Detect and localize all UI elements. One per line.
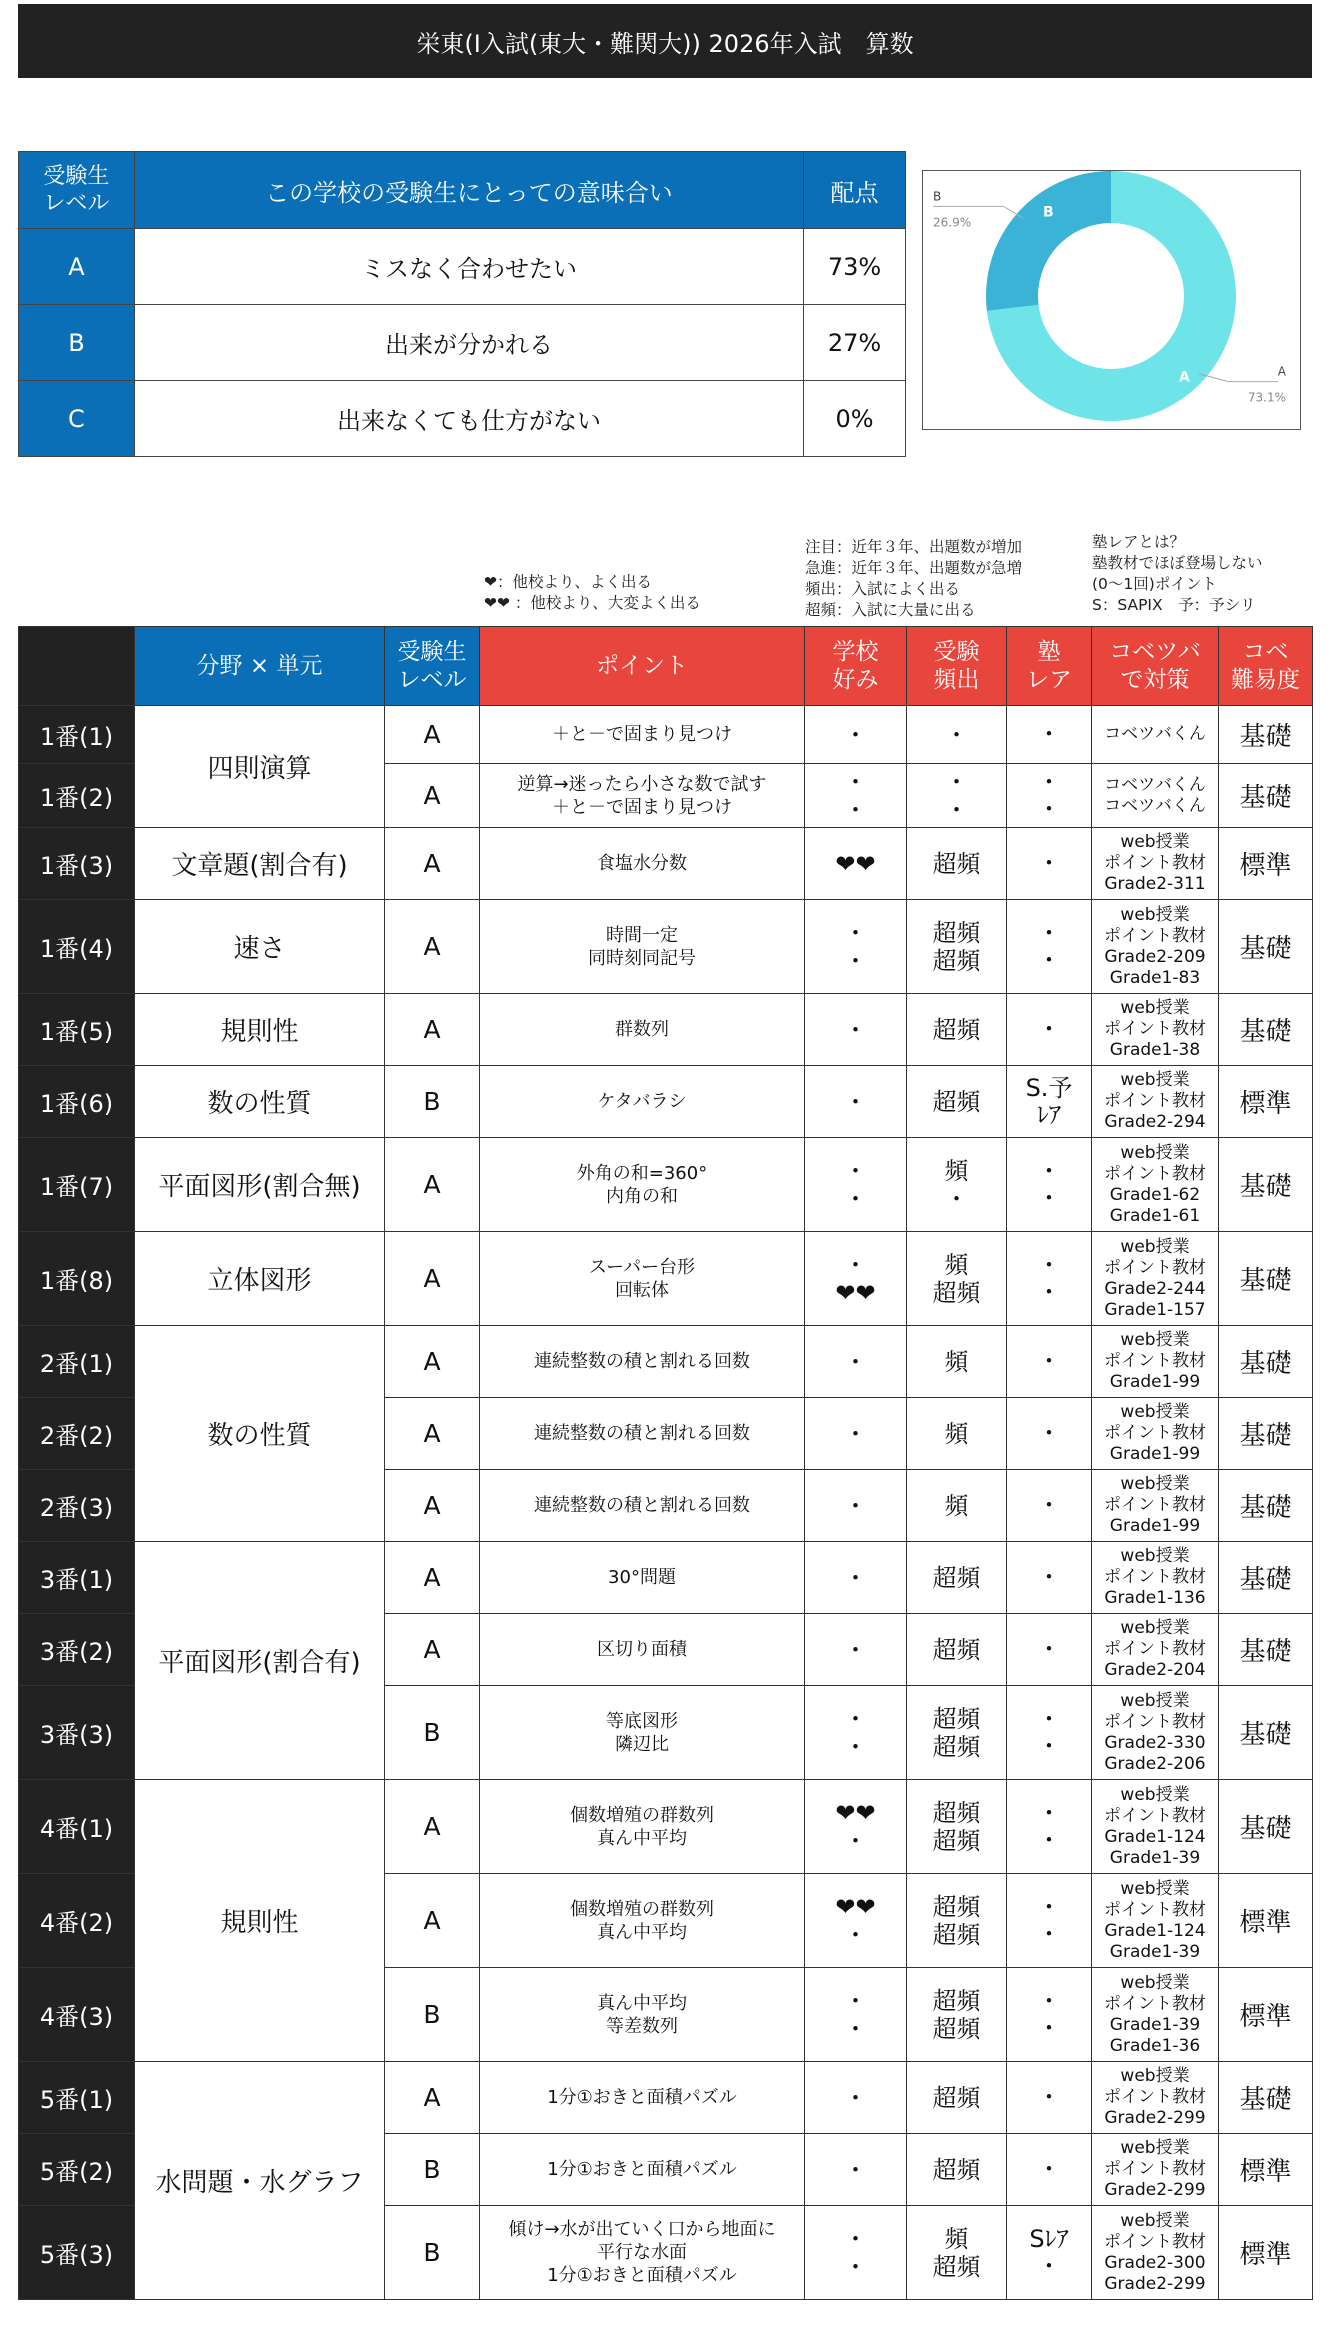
frequency-cell: 頻 <box>907 1326 1007 1398</box>
level-cell: A <box>385 1542 480 1614</box>
meaning-header: この学校の受験生にとっての意味合い <box>134 152 803 229</box>
point-cell: 真ん中平均 等差数列 <box>480 1968 805 2062</box>
point-cell: 30°問題 <box>480 1542 805 1614</box>
difficulty-cell: 基礎 <box>1219 1470 1313 1542</box>
difficulty-cell: 基礎 <box>1219 1780 1313 1874</box>
level-table-header <box>19 152 906 229</box>
point-cell: 連続整数の積と割れる回数 <box>480 1470 805 1542</box>
problem-number-cell: 5番(3) <box>19 2206 135 2300</box>
page-title: 栄東(Ⅰ入試(東大・難関大)) 2026年入試 算数 <box>18 4 1312 78</box>
level-cell: A <box>385 1470 480 1542</box>
rare-cell: ・ ・ <box>1007 900 1092 994</box>
table-row <box>19 1542 1313 1614</box>
score-cell: 27% <box>804 305 906 381</box>
school-like-cell: ❤❤ ・ <box>805 1780 907 1874</box>
table-row <box>19 706 1313 764</box>
meaning-cell: 出来が分かれる <box>134 305 803 381</box>
rare-cell: ・ <box>1007 828 1092 900</box>
frequency-cell: 超頻 超頻 <box>907 900 1007 994</box>
level-cell: C <box>19 381 135 457</box>
school-like-cell: ・ <box>805 2134 907 2206</box>
donut-chart-svg <box>923 171 1300 429</box>
point-cell: 食塩水分数 <box>480 828 805 900</box>
level-cell: A <box>385 1398 480 1470</box>
level-row <box>19 381 906 457</box>
level-cell: B <box>385 2206 480 2300</box>
problem-number-cell: 1番(1) <box>19 706 135 764</box>
rare-cell: ・ ・ <box>1007 1874 1092 1968</box>
school-like-cell: ・ <box>805 1066 907 1138</box>
kobetsuba-cell: web授業 ポイント教材 Grade2-330 Grade2-206 <box>1092 1686 1219 1780</box>
rare-cell: ・ ・ <box>1007 764 1092 828</box>
point-cell: 連続整数の積と割れる回数 <box>480 1326 805 1398</box>
kobetsuba-cell: web授業 ポイント教材 Grade1-62 Grade1-61 <box>1092 1138 1219 1232</box>
level-row <box>19 305 906 381</box>
table-row <box>19 1326 1313 1398</box>
difficulty-cell: 基礎 <box>1219 1686 1313 1780</box>
difficulty-cell: 基礎 <box>1219 1138 1313 1232</box>
school-like-cell: ・ ❤❤ <box>805 1232 907 1326</box>
rare-cell: ・ <box>1007 1326 1092 1398</box>
rare-cell: ・ <box>1007 1542 1092 1614</box>
point-cell: 傾け→水が出ていく口から地面に 平行な水面 1分①おきと面積パズル <box>480 2206 805 2300</box>
problem-number-cell: 1番(8) <box>19 1232 135 1326</box>
difficulty-cell: 基礎 <box>1219 1614 1313 1686</box>
problem-number-cell: 1番(5) <box>19 994 135 1066</box>
point-cell: 群数列 <box>480 994 805 1066</box>
difficulty-cell: 標準 <box>1219 2134 1313 2206</box>
unit-cell: 規則性 <box>135 994 385 1066</box>
level-cell: B <box>385 1968 480 2062</box>
school-like-cell: ・ ・ <box>805 764 907 828</box>
kobetsuba-cell: web授業 ポイント教材 Grade1-99 <box>1092 1470 1219 1542</box>
level-cell: A <box>385 1874 480 1968</box>
school-like-cell: ・ ・ <box>805 2206 907 2300</box>
point-header: ポイント <box>480 627 805 706</box>
school-like-cell: ・ <box>805 1614 907 1686</box>
level-cell: B <box>385 1066 480 1138</box>
point-cell: 連続整数の積と割れる回数 <box>480 1398 805 1470</box>
school-like-cell: ❤❤ <box>805 828 907 900</box>
rare-cell: ・ <box>1007 1614 1092 1686</box>
school-like-cell: ・ <box>805 1470 907 1542</box>
level-cell: B <box>385 2134 480 2206</box>
heart-legend: ❤：他校より、よく出る ❤❤ ：他校より、大変よく出る <box>484 573 701 612</box>
difficulty-cell: 標準 <box>1219 1968 1313 2062</box>
rare-cell: S.予 ﾚｱ <box>1007 1066 1092 1138</box>
table-row <box>19 1232 1313 1326</box>
donut-inner-label: A <box>1179 369 1190 386</box>
rare-legend: 塾レアとは？ 塾教材でほぼ登場しない (0～1回)ポイント S：SAPIX 予：予シリ <box>1092 533 1263 614</box>
unit-cell: 平面図形(割合有) <box>135 1542 385 1780</box>
point-cell: 1分①おきと面積パズル <box>480 2134 805 2206</box>
unit-cell: 数の性質 <box>135 1066 385 1138</box>
kobetsuba-cell: web授業 ポイント教材 Grade1-99 <box>1092 1398 1219 1470</box>
frequency-cell: 超頻 <box>907 2134 1007 2206</box>
frequency-cell: 超頻 <box>907 994 1007 1066</box>
table-header <box>19 627 1313 706</box>
rare-cell: ・ <box>1007 2134 1092 2206</box>
kobetsuba-cell: web授業 ポイント教材 Grade2-299 <box>1092 2134 1219 2206</box>
donut-percent-label: 73.1% <box>1247 390 1286 405</box>
table-row <box>19 1138 1313 1232</box>
problem-number-cell: 2番(3) <box>19 1470 135 1542</box>
problem-number-cell: 1番(3) <box>19 828 135 900</box>
donut-chart <box>922 170 1301 430</box>
difficulty-cell: 基礎 <box>1219 1326 1313 1398</box>
frequency-cell: 超頻 <box>907 828 1007 900</box>
difficulty-cell: 標準 <box>1219 1066 1313 1138</box>
rare-cell: ・ ・ <box>1007 1232 1092 1326</box>
frequency-cell: 頻 ・ <box>907 1138 1007 1232</box>
kobetsuba-cell: web授業 ポイント教材 Grade2-299 <box>1092 2062 1219 2134</box>
difficulty-cell: 標準 <box>1219 828 1313 900</box>
kobetsuba-cell: web授業 ポイント教材 Grade2-204 <box>1092 1614 1219 1686</box>
rare-cell: ・ <box>1007 2062 1092 2134</box>
frequency-cell: 超頻 超頻 <box>907 1780 1007 1874</box>
rare-cell: ・ <box>1007 1398 1092 1470</box>
table-row <box>19 1066 1313 1138</box>
kobetsuba-cell: web授業 ポイント教材 Grade2-311 <box>1092 828 1219 900</box>
difficulty-cell: 基礎 <box>1219 900 1313 994</box>
difficulty-cell: 標準 <box>1219 2206 1313 2300</box>
difficulty-cell: 標準 <box>1219 1874 1313 1968</box>
school-like-cell: ・ ・ <box>805 1968 907 2062</box>
point-cell: ケタバラシ <box>480 1066 805 1138</box>
unit-header: 分野 × 単元 <box>135 627 385 706</box>
frequency-cell: 頻 <box>907 1398 1007 1470</box>
donut-outer-label: A <box>1277 364 1286 379</box>
point-cell: ＋と－で固まり見つけ <box>480 706 805 764</box>
difficulty-cell: 基礎 <box>1219 1232 1313 1326</box>
unit-cell: 速さ <box>135 900 385 994</box>
point-cell: 等底図形 隣辺比 <box>480 1686 805 1780</box>
unit-cell: 平面図形(割合無) <box>135 1138 385 1232</box>
point-cell: 区切り面積 <box>480 1614 805 1686</box>
problem-number-cell: 3番(1) <box>19 1542 135 1614</box>
score-cell: 73% <box>804 229 906 305</box>
kobetsuba-cell: web授業 ポイント教材 Grade2-209 Grade1-83 <box>1092 900 1219 994</box>
frequency-cell: 超頻 <box>907 2062 1007 2134</box>
unit-cell: 四則演算 <box>135 706 385 828</box>
problem-number-cell: 3番(2) <box>19 1614 135 1686</box>
problem-number-cell: 5番(1) <box>19 2062 135 2134</box>
problem-number-cell: 1番(2) <box>19 764 135 828</box>
point-cell: 1分①おきと面積パズル <box>480 2062 805 2134</box>
unit-cell: 文章題(割合有) <box>135 828 385 900</box>
level-cell: A <box>385 2062 480 2134</box>
kobetsuba-cell: web授業 ポイント教材 Grade2-244 Grade1-157 <box>1092 1232 1219 1326</box>
level-cell: A <box>385 1326 480 1398</box>
level-cell: A <box>385 764 480 828</box>
level-row <box>19 229 906 305</box>
trend-legend: 注目：近年３年、出題数が増加 急進：近年３年、出題数が急増 頻出：入試によく出る 超頻：入試に大量に出る <box>805 538 1023 619</box>
frequency-cell: 超頻 超頻 <box>907 1874 1007 1968</box>
frequency-cell: 頻 <box>907 1470 1007 1542</box>
kobetsuba-cell: web授業 ポイント教材 Grade1-124 Grade1-39 <box>1092 1780 1219 1874</box>
rare-cell: ・ ・ <box>1007 1686 1092 1780</box>
rare-header: 塾 レア <box>1007 627 1092 706</box>
problem-number-cell: 4番(1) <box>19 1780 135 1874</box>
frequency-cell: 頻 超頻 <box>907 2206 1007 2300</box>
school-like-cell: ・ <box>805 706 907 764</box>
number-header <box>19 627 135 706</box>
unit-cell: 立体図形 <box>135 1232 385 1326</box>
table-row <box>19 1780 1313 1874</box>
frequency-cell: 超頻 超頻 <box>907 1968 1007 2062</box>
problem-number-cell: 2番(1) <box>19 1326 135 1398</box>
problem-number-cell: 4番(2) <box>19 1874 135 1968</box>
meaning-cell: 出来なくても仕方がない <box>134 381 803 457</box>
rare-cell: ・ ・ <box>1007 1780 1092 1874</box>
school-like-header: 学校 好み <box>805 627 907 706</box>
kobetsuba-cell: コベツバくん コベツバくん <box>1092 764 1219 828</box>
kobetsuba-cell: web授業 ポイント教材 Grade1-136 <box>1092 1542 1219 1614</box>
kobetsuba-cell: web授業 ポイント教材 Grade2-300 Grade2-299 <box>1092 2206 1219 2300</box>
level-header: 受験生 レベル <box>385 627 480 706</box>
table-row <box>19 994 1313 1066</box>
point-cell: 外角の和=360° 内角の和 <box>480 1138 805 1232</box>
donut-leader-line <box>1199 374 1278 382</box>
donut-slice-b <box>986 171 1111 311</box>
level-cell: A <box>385 828 480 900</box>
school-like-cell: ❤❤ ・ <box>805 1874 907 1968</box>
problem-number-cell: 5番(2) <box>19 2134 135 2206</box>
point-cell: 個数増殖の群数列 真ん中平均 <box>480 1780 805 1874</box>
score-header: 配点 <box>804 152 906 229</box>
frequency-cell: ・ ・ <box>907 764 1007 828</box>
rare-cell: ・ <box>1007 706 1092 764</box>
frequency-header: 受験 頻出 <box>907 627 1007 706</box>
frequency-cell: ・ <box>907 706 1007 764</box>
frequency-cell: 超頻 超頻 <box>907 1686 1007 1780</box>
level-cell: A <box>385 994 480 1066</box>
problem-number-cell: 4番(3) <box>19 1968 135 2062</box>
level-table <box>18 151 906 457</box>
donut-percent-label: 26.9% <box>933 215 972 230</box>
level-cell: A <box>385 1614 480 1686</box>
kobetsuba-cell: web授業 ポイント教材 Grade2-294 <box>1092 1066 1219 1138</box>
difficulty-cell: 基礎 <box>1219 764 1313 828</box>
kobetsuba-header: コベツバ で対策 <box>1092 627 1219 706</box>
level-cell: A <box>385 1232 480 1326</box>
rare-cell: ・ <box>1007 1470 1092 1542</box>
point-cell: 時間一定 同時刻同記号 <box>480 900 805 994</box>
frequency-cell: 超頻 <box>907 1066 1007 1138</box>
unit-cell: 水問題・水グラフ <box>135 2062 385 2300</box>
meaning-cell: ミスなく合わせたい <box>134 229 803 305</box>
difficulty-header: コベ 難易度 <box>1219 627 1313 706</box>
problem-number-cell: 2番(2) <box>19 1398 135 1470</box>
problem-number-cell: 1番(4) <box>19 900 135 994</box>
school-like-cell: ・ ・ <box>805 1686 907 1780</box>
school-like-cell: ・ <box>805 994 907 1066</box>
level-cell: A <box>19 229 135 305</box>
score-cell: 0% <box>804 381 906 457</box>
frequency-cell: 頻 超頻 <box>907 1232 1007 1326</box>
frequency-cell: 超頻 <box>907 1542 1007 1614</box>
difficulty-cell: 基礎 <box>1219 1398 1313 1470</box>
level-cell: B <box>385 1686 480 1780</box>
frequency-cell: 超頻 <box>907 1614 1007 1686</box>
problem-table <box>18 626 1313 2300</box>
kobetsuba-cell: コベツバくん <box>1092 706 1219 764</box>
table-row <box>19 900 1313 994</box>
point-cell: 個数増殖の群数列 真ん中平均 <box>480 1874 805 1968</box>
difficulty-cell: 基礎 <box>1219 994 1313 1066</box>
difficulty-cell: 基礎 <box>1219 706 1313 764</box>
problem-number-cell: 1番(7) <box>19 1138 135 1232</box>
rare-cell: ・ <box>1007 994 1092 1066</box>
level-cell: A <box>385 706 480 764</box>
rare-cell: ・ ・ <box>1007 1138 1092 1232</box>
school-like-cell: ・ <box>805 2062 907 2134</box>
point-cell: 逆算→迷ったら小さな数で試す ＋と－で固まり見つけ <box>480 764 805 828</box>
donut-inner-label: B <box>1042 204 1054 221</box>
level-cell: A <box>385 900 480 994</box>
level-cell: A <box>385 1780 480 1874</box>
rare-cell: ・ ・ <box>1007 1968 1092 2062</box>
kobetsuba-cell: web授業 ポイント教材 Grade1-99 <box>1092 1326 1219 1398</box>
school-like-cell: ・ <box>805 1542 907 1614</box>
difficulty-cell: 基礎 <box>1219 2062 1313 2134</box>
kobetsuba-cell: web授業 ポイント教材 Grade1-38 <box>1092 994 1219 1066</box>
kobetsuba-cell: web授業 ポイント教材 Grade1-39 Grade1-36 <box>1092 1968 1219 2062</box>
school-like-cell: ・ ・ <box>805 900 907 994</box>
level-cell: B <box>19 305 135 381</box>
unit-cell: 数の性質 <box>135 1326 385 1542</box>
difficulty-cell: 基礎 <box>1219 1542 1313 1614</box>
problem-number-cell: 1番(6) <box>19 1066 135 1138</box>
school-like-cell: ・ <box>805 1398 907 1470</box>
level-header: 受験生 レベル <box>19 152 135 229</box>
donut-outer-label: B <box>933 189 942 204</box>
table-row <box>19 2062 1313 2134</box>
kobetsuba-cell: web授業 ポイント教材 Grade1-124 Grade1-39 <box>1092 1874 1219 1968</box>
table-row <box>19 828 1313 900</box>
level-cell: A <box>385 1138 480 1232</box>
school-like-cell: ・ ・ <box>805 1138 907 1232</box>
rare-cell: Sﾚｱ ・ <box>1007 2206 1092 2300</box>
school-like-cell: ・ <box>805 1326 907 1398</box>
problem-number-cell: 3番(3) <box>19 1686 135 1780</box>
unit-cell: 規則性 <box>135 1780 385 2062</box>
point-cell: スーパー台形 回転体 <box>480 1232 805 1326</box>
